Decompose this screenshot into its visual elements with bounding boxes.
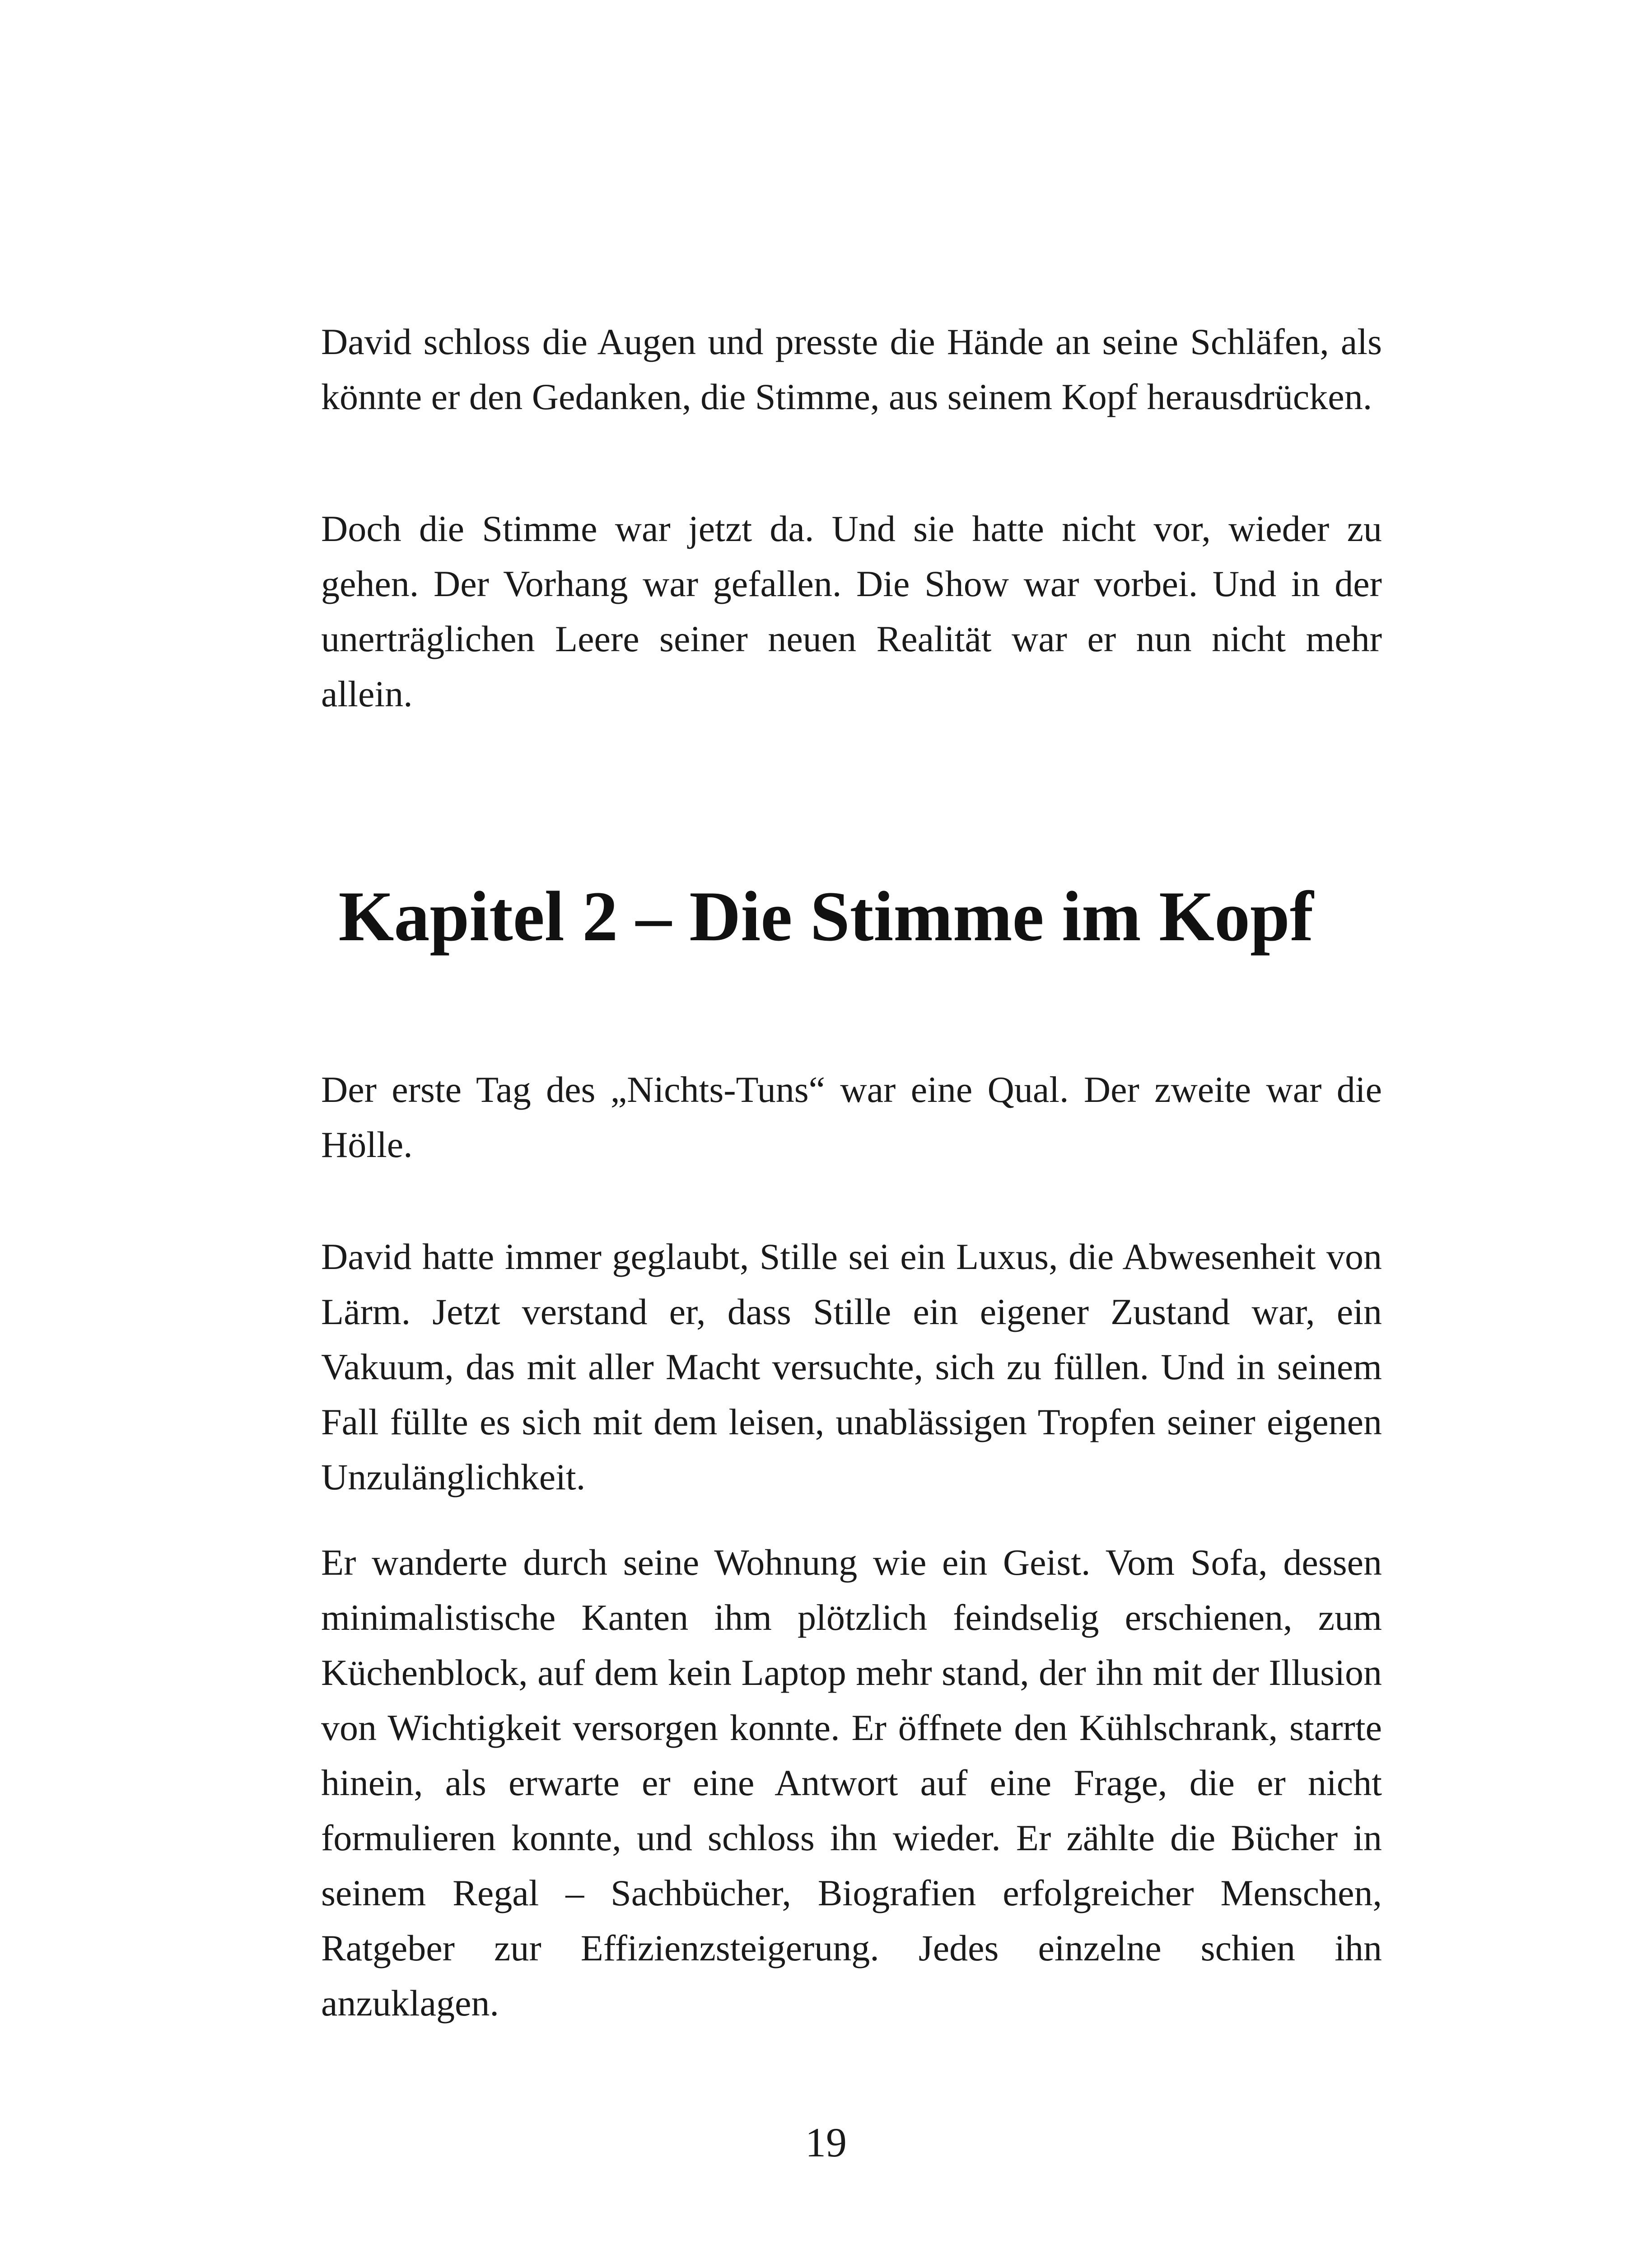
paragraph: David schloss die Augen und presste die Hände an seine Schläfen, als könnte er den Gedanken, die Stimme, aus seinem Kopf herausdrücken. (321, 321, 1382, 417)
chapter-title: Kapitel 2 – Die Stimme im Kopf (338, 877, 1314, 956)
paragraph: Der erste Tag des „Nichts-Tuns“ war eine Qual. Der zweite war die Hölle. (321, 1069, 1382, 1165)
paragraph: Doch die Stimme war jetzt da. Und sie hatte nicht vor, wieder zu gehen. Der Vorhang war gefallen. Die Show war vorbei. Und in der unerträglichen Leere seiner neuen Realität war er nun nicht mehr allein. (321, 508, 1382, 714)
paragraph: David hatte immer geglaubt, Stille sei ein Luxus, die Abwesenheit von Lärm. Jetzt verstand er, dass Stille ein eigener Zustand war, ein Vakuum, das mit aller Macht versuchte, sich zu füllen. Und in seinem Fall füllte es sich mit dem leisen, unablässigen Tropfen seiner eigenen Unzulänglichkeit. (321, 1236, 1382, 1498)
page-number: 19 (805, 2119, 847, 2165)
paragraph: Er wanderte durch seine Wohnung wie ein Geist. Vom Sofa, dessen minimalistische Kanten ihm plötzlich feindselig erschienen, zum Küchenblock, auf dem kein Laptop mehr stand, der ihn mit der Illusion von Wichtigkeit versorgen konnte. Er öffnete den Kühlschrank, starrte hinein, als erwarte er eine Antwort auf eine Frage, die er nicht formulieren konnte, und schloss ihn wieder. Er zählte die Bücher in seinem Regal – Sachbücher, Biografien erfolgreicher Menschen, Ratgeber zur Effizienzsteigerung. Jedes einzelne schien ihn anzuklagen. (321, 1542, 1382, 2024)
